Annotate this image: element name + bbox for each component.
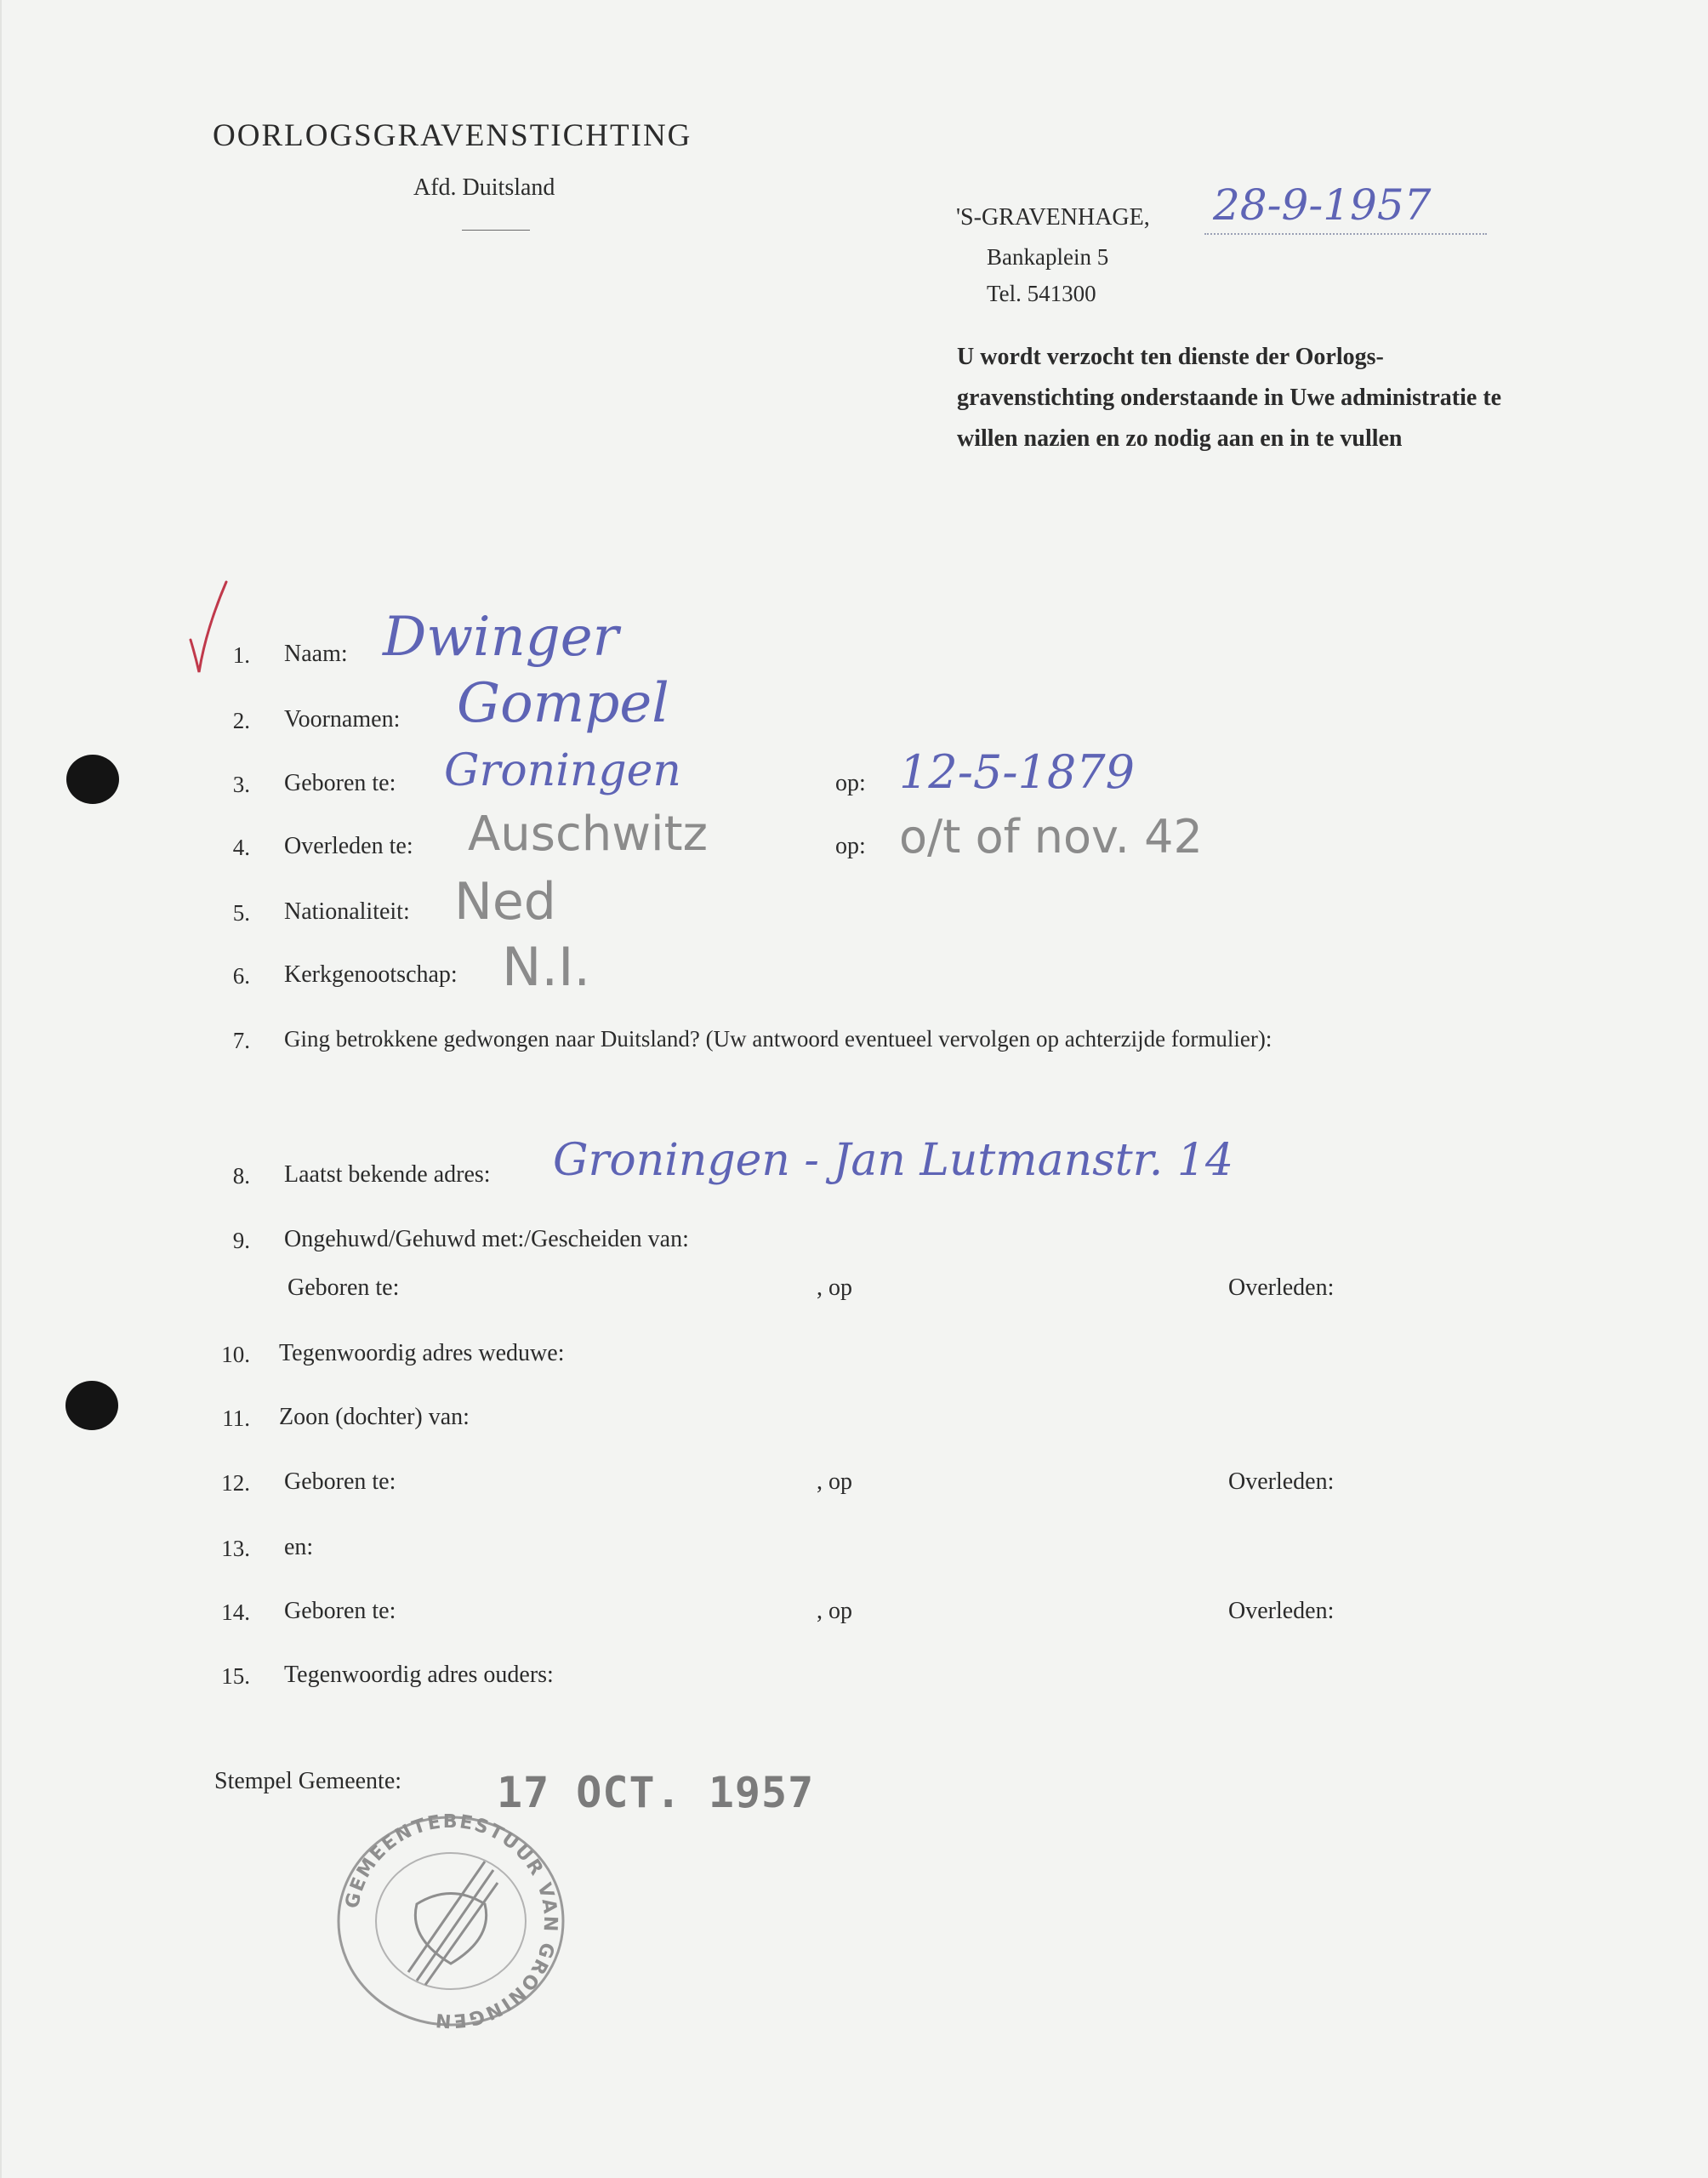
- field-label-gedwongen: Ging betrokkene gedwongen naar Duitsland? (Uw antwoord eventueel vervolgen op achterzijde formulier):: [284, 1026, 1272, 1052]
- item-number: 2.: [232, 708, 250, 733]
- item-number: 13.: [221, 1536, 250, 1561]
- field-label-vader-overleden: Overleden:: [1228, 1468, 1335, 1495]
- answer-overleden-te: Auschwitz: [468, 807, 708, 862]
- field-label-overleden-te: Overleden te:: [284, 833, 413, 859]
- item-number: 9.: [232, 1228, 250, 1253]
- field-label-huwelijk: Ongehuwd/Gehuwd met:/Gescheiden van:: [284, 1226, 689, 1252]
- stamp-label: Stempel Gemeente:: [214, 1768, 402, 1794]
- field-label-partner-overleden: Overleden:: [1228, 1274, 1335, 1301]
- item-number: 5.: [232, 900, 250, 926]
- answer-laatst-adres: Groningen - Jan Lutmanstr. 14: [553, 1135, 1234, 1186]
- field-label-geboren-te: Geboren te:: [284, 770, 396, 796]
- field-label-moeder-op: , op: [817, 1598, 852, 1624]
- organization-name: OORLOGSGRAVENSTICHTING: [213, 118, 692, 153]
- punch-hole: [65, 1381, 118, 1430]
- stamp-date: 17 OCT. 1957: [497, 1768, 815, 1817]
- street-address: Bankaplein 5: [987, 244, 1109, 270]
- field-label-laatst-adres: Laatst bekende adres:: [284, 1161, 491, 1188]
- city-label: 'S-GRAVENHAGE,: [956, 204, 1150, 231]
- field-label-nationaliteit: Nationaliteit:: [284, 898, 410, 925]
- answer-geboren-op: 12-5-1879: [899, 745, 1135, 799]
- item-number: 3.: [232, 772, 250, 797]
- item-number: 15.: [221, 1663, 250, 1689]
- item-number: 1.: [232, 642, 250, 668]
- department-name: Afd. Duitsland: [413, 174, 555, 201]
- field-label-zoon-dochter-van: Zoon (dochter) van:: [279, 1404, 470, 1430]
- field-label-op: op:: [835, 833, 866, 859]
- item-number: 6.: [232, 963, 250, 989]
- answer-kerkgenootschap: N.I.: [502, 936, 591, 998]
- field-label-adres-weduwe: Tegenwoordig adres weduwe:: [279, 1340, 565, 1366]
- item-number: 10.: [221, 1342, 250, 1367]
- item-number: 7.: [232, 1028, 250, 1053]
- header-divider: [462, 230, 530, 231]
- answer-naam: Dwinger: [383, 606, 619, 669]
- field-label-kerkgenootschap: Kerkgenootschap:: [284, 961, 458, 988]
- seal-lettering: GEMEENTEBESTUUR VAN GRONINGEN: [341, 1810, 561, 2032]
- item-number: 14.: [221, 1599, 250, 1625]
- field-label-op: op:: [835, 770, 866, 796]
- item-number: 12.: [221, 1470, 250, 1496]
- phone-number: Tel. 541300: [987, 281, 1096, 306]
- item-number: 4.: [232, 835, 250, 860]
- field-label-moeder-overleden: Overleden:: [1228, 1598, 1335, 1624]
- field-label-voornamen: Voornamen:: [284, 706, 401, 733]
- field-label-en: en:: [284, 1534, 314, 1560]
- answer-geboren-te: Groningen: [444, 745, 681, 796]
- municipal-seal-icon: [323, 1802, 578, 2040]
- date-dotted-line: [1204, 233, 1487, 235]
- answer-voornamen: Gompel: [457, 672, 669, 735]
- field-label-vader-geboren-te: Geboren te:: [284, 1468, 396, 1495]
- item-number: 11.: [222, 1405, 250, 1431]
- item-number: 8.: [232, 1163, 250, 1189]
- field-label-adres-ouders: Tegenwoordig adres ouders:: [284, 1662, 554, 1688]
- punch-hole: [66, 755, 119, 804]
- field-label-partner-op: , op: [817, 1274, 852, 1301]
- field-label-partner-geboren-te: Geboren te:: [288, 1274, 400, 1301]
- request-paragraph: U wordt verzocht ten dienste der Oorlogs-gravenstichting onderstaande in Uwe administratie te willen nazien en zo nodig aan en in te vullen: [957, 344, 1502, 452]
- answer-overleden-op: o/t of nov. 42: [899, 810, 1203, 864]
- handwritten-date: 28-9-1957: [1213, 180, 1432, 230]
- answer-nationaliteit: Ned: [454, 872, 556, 932]
- field-label-vader-op: , op: [817, 1468, 852, 1495]
- field-label-naam: Naam:: [284, 641, 348, 667]
- field-label-moeder-geboren-te: Geboren te:: [284, 1598, 396, 1624]
